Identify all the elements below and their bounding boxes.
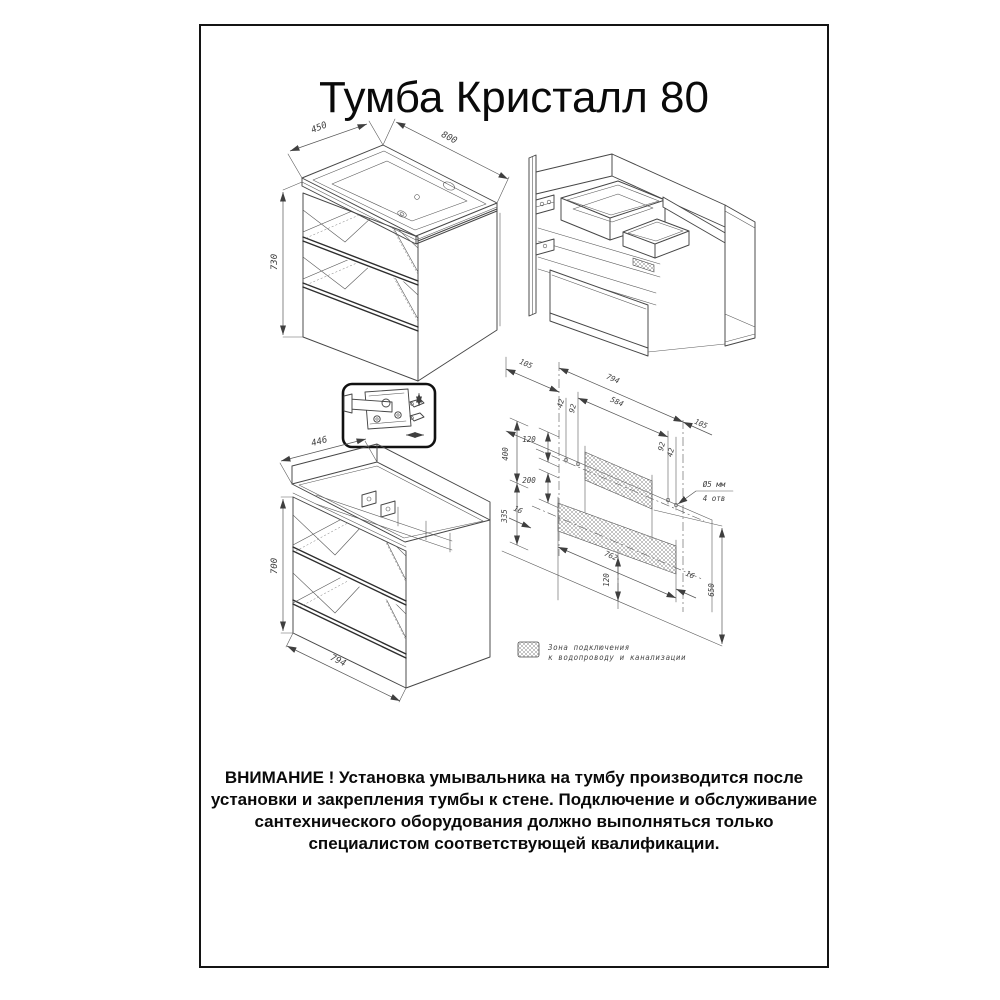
dim-label-height-400: 400	[501, 447, 510, 461]
dim-label-height-650: 650	[707, 583, 716, 597]
page-title: Тумба Кристалл 80	[319, 73, 709, 122]
dim-label-inner-width: 584	[608, 394, 626, 409]
warning-line-3: сантехнического оборудования должно выполняться только	[254, 812, 774, 831]
dim-label-height-top: 120	[522, 435, 536, 444]
dim-label-drain-offset: 120	[602, 573, 611, 587]
dim-label-front-height: 730	[270, 253, 280, 271]
dim-label-offset42-left: 42	[555, 397, 567, 409]
dim-label-bottom-depth: 446	[310, 435, 329, 450]
bracket-detail-box	[343, 384, 435, 447]
legend-line-2: к водопроводу и канализации	[548, 653, 687, 662]
warning-line-1: ВНИМАНИЕ ! Установка умывальника на тумбу производится после	[224, 768, 804, 787]
dim-label-front-depth: 450	[309, 120, 329, 136]
dim-label-margin-left: 105	[517, 356, 535, 371]
dim-label-gap-left: 16	[512, 503, 524, 516]
hole-diameter-note: Ø5 мм	[702, 480, 726, 489]
dim-label-front-width: 800	[439, 130, 459, 147]
dim-label-offset92-right: 92	[656, 440, 668, 452]
dim-label-offset42-right: 42	[665, 446, 677, 458]
dim-label-margin-right: 105	[692, 416, 710, 431]
warning-line-4: специалистом соответствующей квалификации.	[308, 834, 720, 853]
dim-label-mount-width: 794	[604, 371, 622, 386]
hatch-swatch-icon	[518, 642, 539, 657]
warning-line-2: установки и закрепления тумбы к стене. Подключение и обслуживание	[210, 790, 818, 809]
dim-label-height-335: 335	[500, 509, 509, 523]
legend-line-1: Зона подключения	[548, 643, 630, 652]
dim-label-gap-right: 16	[684, 568, 696, 581]
dim-label-bottom-height: 700	[270, 557, 280, 575]
dim-label-offset92-left: 92	[567, 402, 579, 414]
dim-label-height-200: 200	[522, 476, 536, 485]
hole-count-note: 4 отв	[702, 494, 726, 503]
dim-label-bottom-width: 794	[328, 653, 348, 670]
dim-label-zone-width: 762	[602, 548, 620, 563]
